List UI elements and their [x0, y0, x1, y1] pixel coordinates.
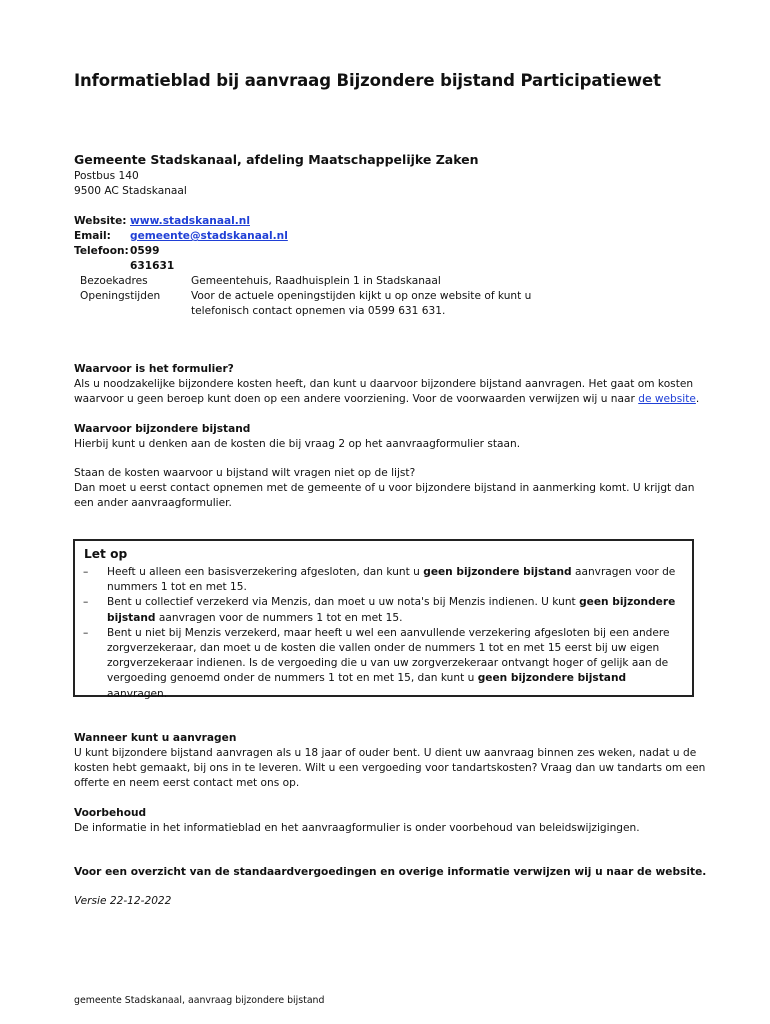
section-when-heading: Wanneer kunt u aanvragen — [74, 732, 237, 744]
list-item: – Bent u collectief verzekerd via Menzis, dan moet u uw nota's bij Menzis indienen. U kunt geen bijzondere bijstand aanvragen voor de nummers 1 tot en met 15. — [83, 596, 676, 624]
website-reference-link[interactable]: de website — [638, 393, 696, 405]
address-line-1: Postbus 140 — [74, 170, 139, 182]
email-link[interactable]: gemeente@stadskanaal.nl — [130, 230, 288, 242]
let-op-title: Let op — [84, 547, 128, 561]
list-item: – Bent u niet bij Menzis verzekerd, maar heeft u wel een aanvullende verzekering afgesloten bij een andere zorgverzekeraar, dan moet u de kosten die vallen onder de nummers 1 tot en met 15 eerst bij uw eigen zorgverzekeraar indienen. Is de vergoeding die u van uw zorgverzekeraar ontvangt hoger of gelijk aan de vergoeding genoemd onder de nummers 1 tot en met 15, dan kunt u geen bijzondere bijstand aanvragen. — [83, 626, 670, 700]
address-line-2: 9500 AC Stadskanaal — [74, 185, 187, 197]
section-reservation-line-1: De informatie in het informatieblad en het aanvraagformulier is onder voorbehoud van beleidswijzigingen. — [74, 822, 640, 834]
section-when-line-1: U kunt bijzondere bijstand aanvragen als u 18 jaar of ouder bent. U dient uw aanvraag binnen zes weken, nadat u de — [74, 747, 697, 759]
phone-label: Telefoon: — [74, 245, 129, 257]
section-when-line-2: kosten hebt gemaakt, bij ons in te leveren. Wilt u een vergoeding voor tandartskosten? Vraag dan uw tandarts om een — [74, 762, 706, 774]
overview-note: Voor een overzicht van de standaardvergoedingen en overige informatie verwijzen wij u naar de website. — [74, 866, 707, 878]
organisation-name: Gemeente Stadskanaal, afdeling Maatschappelijke Zaken — [74, 152, 479, 167]
section-what-heading: Waarvoor bijzondere bijstand — [74, 423, 251, 435]
dash-bullet: – — [83, 626, 89, 639]
section-purpose-heading: Waarvoor is het formulier? — [74, 363, 234, 375]
let-op-box — [73, 539, 694, 700]
list-item: – Heeft u alleen een basisverzekering afgesloten, dan kunt u geen bijzondere bijstand aanvragen voor de nummers 1 tot en met 15. — [83, 566, 676, 594]
dash-bullet: – — [83, 596, 89, 609]
email-label: Email: — [74, 230, 111, 242]
page-footer: gemeente Stadskanaal, aanvraag bijzondere bijstand — [74, 995, 325, 1006]
dash-bullet: – — [83, 566, 89, 578]
section-when-line-3: offerte en neem eerst contact met ons op. — [74, 777, 300, 789]
opening-hours-line-2: telefonisch contact opnemen via 0599 631 631. — [191, 305, 446, 317]
section-what-line-1: Hierbij kunt u denken aan de kosten die bij vraag 2 op het aanvraagformulier staan. — [74, 438, 521, 450]
version-label: Versie 22-12-2022 — [74, 895, 172, 907]
section-purpose-line-2: waarvoor u geen beroep kunt doen op een andere voorziening. Voor de voorwaarden verwijzen wij u naar de website. — [74, 393, 700, 405]
visit-address-label: Bezoekadres — [80, 275, 148, 287]
section-what-line-2: Staan de kosten waarvoor u bijstand wilt vragen niet op de lijst? — [74, 467, 416, 479]
section-what-line-4: een ander aanvraagformulier. — [74, 497, 232, 509]
let-op-list — [83, 565, 683, 702]
section-reservation-heading: Voorbehoud — [74, 807, 147, 819]
section-purpose-line-1: Als u noodzakelijke bijzondere kosten heeft, dan kunt u daarvoor bijzondere bijstand aanvragen. Het gaat om kosten — [74, 378, 694, 390]
visit-address-value: Gemeentehuis, Raadhuisplein 1 in Stadskanaal — [191, 275, 441, 287]
section-what-line-3: Dan moet u eerst contact opnemen met de gemeente of u voor bijzondere bijstand in aanmerking komt. U krijgt dan — [74, 482, 695, 494]
opening-hours-label: Openingstijden — [80, 290, 161, 302]
website-label: Website: — [74, 215, 127, 227]
page-title: Informatieblad bij aanvraag Bijzondere bijstand Participatiewet — [74, 71, 661, 90]
phone-value: 0599 631631 — [130, 245, 175, 272]
opening-hours-line-1: Voor de actuele openingstijden kijkt u op onze website of kunt u — [191, 290, 532, 302]
website-link[interactable]: www.stadskanaal.nl — [130, 215, 250, 227]
